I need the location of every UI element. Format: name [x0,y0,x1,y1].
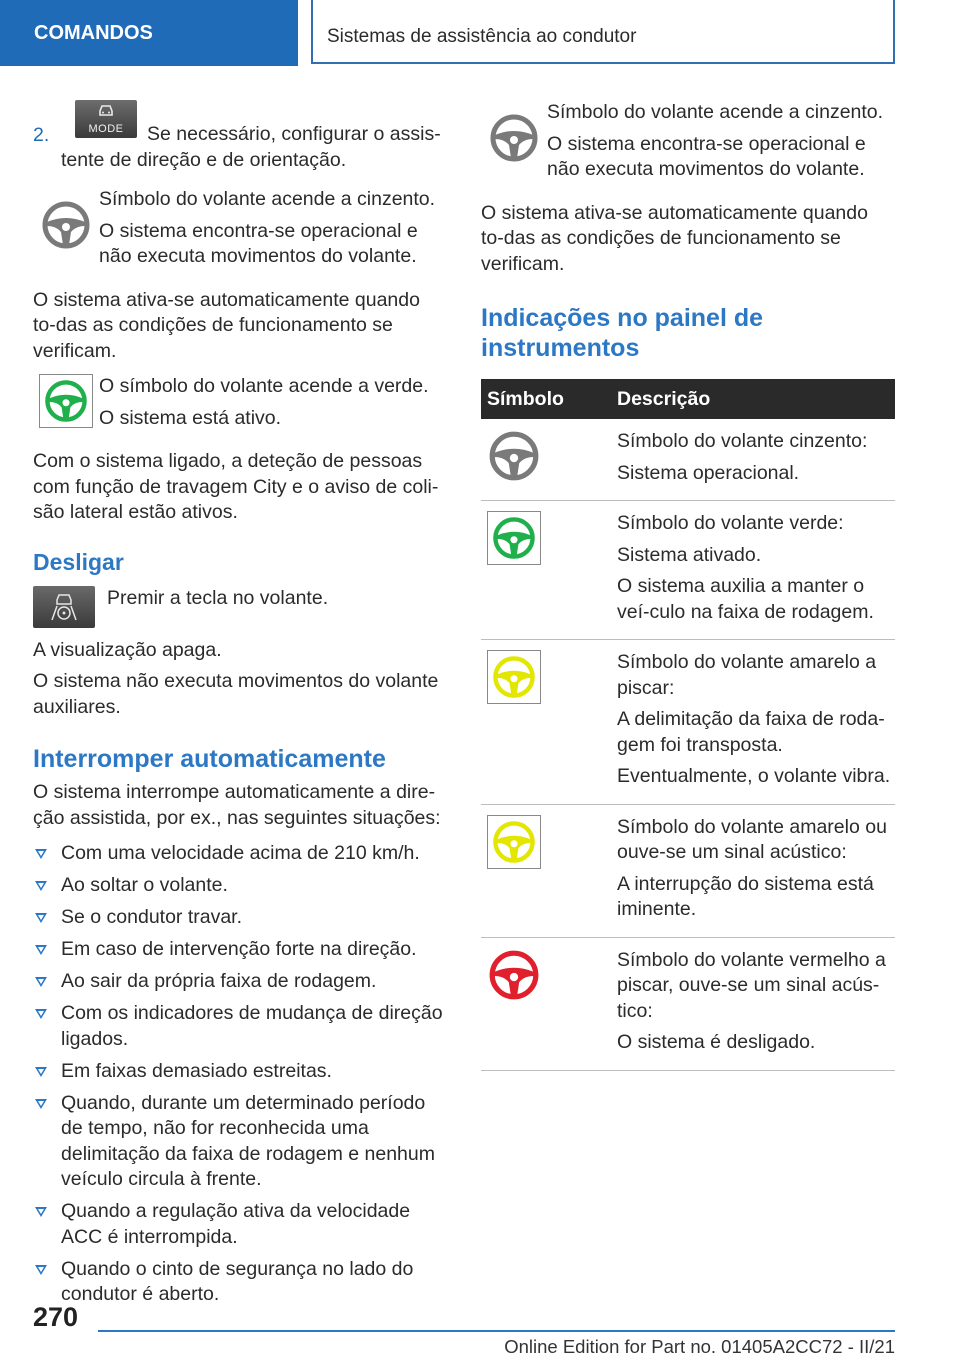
column-header-symbol: Símbolo [481,379,607,419]
mode-button-image [75,100,137,138]
steering-wheel-icon [40,199,92,251]
green-symbol-block [33,374,447,437]
row-description: A delimitação da faixa de roda-gem foi transposta. [617,708,885,756]
table-row [481,804,895,937]
step-2-text-b: tente de direção e de orientação. [61,148,347,171]
row-description: Símbolo do volante amarelo ou ouve-se um sinal acústico: [617,815,887,863]
list-item: Em faixas demasiado estreitas. [33,1059,447,1085]
grey-symbol-line2: O sistema encontra-se operacional e não executa movimentos do volante. [99,219,418,267]
row-description: Sistema ativado. [617,543,762,566]
row-description: Símbolo do volante cinzento: [617,430,868,452]
row-description: Símbolo do volante vermelho a piscar, ouve-se um sinal acús-tico: [617,948,886,1022]
off-instruction-text: Premir a tecla no volante. [107,586,329,609]
auto-activate-text: O sistema ativa-se automaticamente quando to-das as condições de funcionamento se verificam. [481,201,868,275]
system-on-text: Com o sistema ligado, a deteção de pessoas com função de travagem City e o aviso de coli-são lateral estão ativos. [33,450,439,523]
off-result-1: A visualização apaga. [33,638,222,661]
table-row [481,937,895,1070]
symbol-table [481,379,895,1071]
step-number: 2. [33,124,50,146]
row-description: Símbolo do volante amarelo a piscar: [617,651,877,699]
auto-activate-text: O sistema ativa-se automaticamente quando to-das as condições de funcionamento se verificam. [33,288,420,362]
edition-text: Online Edition for Part no. 01405A2CC72 - II/21 [504,1336,895,1357]
page-footer [0,1290,960,1362]
table-header-row [481,379,895,419]
green-symbol-line1: O símbolo do volante acende a verde. [99,375,429,397]
steering-wheel-icon [491,819,537,865]
list-item: Em caso de intervenção forte na direção. [33,937,447,963]
steering-wheel-icon [43,378,89,424]
page-number: 270 [33,1302,79,1332]
row-description: A interrupção do sistema está iminente. [617,872,874,920]
column-header-description: Descrição [607,379,895,419]
list-item: Com os indicadores de mudança de direção ligados. [33,1001,447,1052]
section-title-box [311,0,895,64]
row-description: O sistema auxilia a manter o veí-culo na faixa de rodagem. [617,575,874,623]
grey-symbol-line1: Símbolo do volante acende a cinzento. [547,101,884,123]
row-description: Símbolo do volante verde: [617,512,844,534]
off-instruction-block [33,586,447,628]
row-description: Sistema operacional. [617,461,800,484]
right-column [481,100,895,1071]
list-item: Quando o cinto de segurança no lado do condutor é aberto. [33,1257,447,1308]
table-row [481,501,895,640]
row-description: O sistema é desligado. [617,1031,816,1053]
list-item: Com uma velocidade acima de 210 km/h. [33,841,447,867]
steering-wheel-icon [487,429,541,483]
page-header [0,0,960,66]
left-column [33,100,447,1314]
list-item: Ao soltar o volante. [33,873,447,899]
instruments-heading: Indicações no painel de instrumentos [481,304,764,362]
list-item: Ao sair da própria faixa de rodagem. [33,969,447,995]
interrupt-heading: Interromper automaticamente [33,745,386,773]
steering-wheel-icon [487,948,541,1002]
green-symbol-line2: O sistema está ativo. [99,406,282,429]
steering-wheel-icon [491,515,537,561]
chapter-title: COMANDOS [0,0,298,66]
off-heading: Desligar [33,548,124,575]
grey-symbol-line1: Símbolo do volante acende a cinzento. [99,188,436,210]
interrupt-list [33,841,447,1308]
step-2-text-a: Se necessário, configurar o assis- [147,123,441,145]
off-result-2: O sistema não executa movimentos do volante auxiliares. [33,670,439,718]
table-row [481,640,895,805]
list-item: Quando a regulação ativa da velocidade ACC é interrompida. [33,1199,447,1250]
car-lane-icon [47,590,81,624]
mode-button-label: MODE [88,123,124,135]
table-row [481,419,895,501]
section-title: Sistemas de assistência ao condutor [327,26,637,47]
list-item: Quando, durante um determinado período de tempo, não for reconhecida uma delimitação da faixa de rodagem e nenhum veículo circula à frente. [33,1091,447,1193]
row-description: Eventualmente, o volante vibra. [617,765,891,787]
list-item: Se o condutor travar. [33,905,447,931]
grey-symbol-line2: O sistema encontra-se operacional e não executa movimentos do volante. [547,132,866,180]
grey-symbol-block [481,100,895,189]
step-2 [33,100,447,173]
interrupt-intro: O sistema interrompe automaticamente a dire-ção assistida, por ex., nas seguintes situações: [33,781,441,829]
steering-wheel-icon [491,654,537,700]
steering-button-image [33,586,95,628]
steering-wheel-icon [488,112,540,164]
grey-symbol-block [33,187,447,276]
footer-divider [98,1330,895,1332]
car-lane-icon [97,103,115,117]
